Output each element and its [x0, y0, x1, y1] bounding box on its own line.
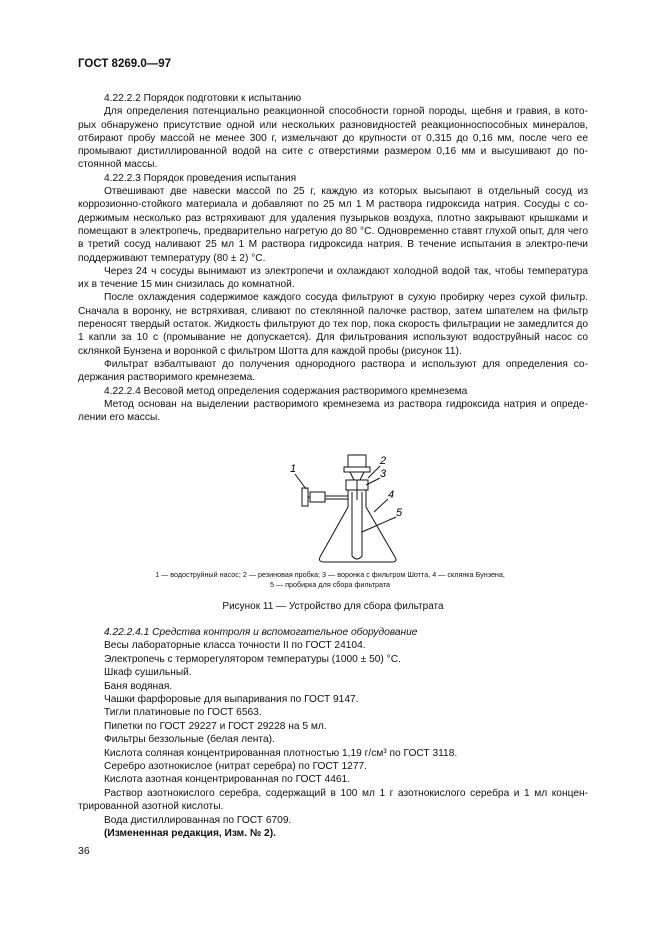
page-number: 36	[78, 845, 90, 857]
bunsen-flask	[320, 490, 397, 562]
body-text	[78, 92, 588, 424]
bunsen-flask-figure	[270, 452, 410, 582]
test-tube	[352, 492, 362, 559]
paragraph: Метод основан на выделении растворимого кремнезема из раствора гидроксида натрия и опреде-лении его массы.	[78, 398, 588, 424]
list-item: Фильтры беззольные (белая лента).	[104, 734, 275, 746]
list-item: Кислота соляная концентрированная плотностью 1,19 г/см³ по ГОСТ 3118.	[104, 747, 458, 759]
section-heading: 4.22.2.3 Порядок проведения испытания	[104, 172, 297, 184]
figure-title: Рисунок 11 — Устройство для сбора фильтрата	[222, 601, 444, 612]
list-item: Чашки фарфоровые для выпаривания по ГОСТ 9147.	[104, 694, 359, 706]
figure-caption-line-1: 1 — водоструйный насос; 2 — резиновая пробка; 3 — воронка с фильтром Шотта, 4 — склянка Бунзена,	[155, 570, 505, 579]
figure-label-3: 3	[380, 468, 387, 480]
list-item: Весы лабораторные класса точности II по ГОСТ 24104.	[104, 640, 366, 652]
figure-caption-line-2: 5 — пробирка для сбора фильтрата	[269, 580, 391, 589]
list-item: Баня водяная.	[104, 680, 173, 692]
equipment-list	[78, 626, 588, 841]
figure-caption	[95, 570, 565, 590]
amendment-note: (Измененная редакция, Изм. № 2).	[104, 828, 276, 840]
figure-label-4: 4	[388, 489, 395, 501]
paragraph: Для определения потенциально реакционной способности горной породы, щебня и гравия, в кото-рых обнаружено присутствие одной или нескольких разновидностей реакционноспособных минералов, отбирают пробу массой не менее 300 г, измельчают до крупности от 0,315 до 0,16 мм, после чего ее промывают дистиллированной водой на сите с отверстиями размером 0,16 мм и высушивают до по-стоянной массы.	[78, 106, 588, 171]
paragraph: Через 24 ч сосуды вынимают из электропечи и охлаждают холодной водой так, чтобы температура их в течение 15 мин снизилась до комнатной.	[78, 265, 588, 291]
paragraph: Фильтрат взбалтывают до получения однородного раствора и используют для определения со-держания растворимого кремнезема.	[78, 358, 588, 384]
list-item: Серебро азотнокислое (нитрат серебра) по ГОСТ 1277.	[104, 761, 367, 773]
list-item: Кислота азотная концентрированная по ГОСТ 4461.	[104, 774, 351, 786]
list-item: Шкаф сушильный.	[104, 667, 192, 679]
schott-funnel-top	[348, 455, 366, 467]
list-item: Электропечь с терморегулятором температуры (1000 ± 50) °С.	[104, 653, 401, 665]
list-item: Вода дистиллированная по ГОСТ 6709.	[104, 814, 292, 826]
list-item: Раствор азотнокислого серебра, содержащий в 100 мл 1 г азотнокислого серебра и 1 мл концен-трированной азотной кислоты.	[78, 787, 588, 813]
section-heading: 4.22.2.4 Весовой метод определения содержания растворимого кремнезема	[104, 385, 468, 397]
figure-label-5: 5	[396, 507, 403, 519]
equipment-items	[78, 639, 588, 827]
equipment-list-title: 4.22.2.4.1 Средства контроля и вспомогательное оборудование	[104, 627, 418, 638]
paragraph: После охлаждения содержимое каждого сосуда фильтруют в сухую пробирку через сухой фильтр. Сначала в воронку, не встряхивая, сливают по стеклянной палочке раствор, затем шпателем на фильтр переносят твердый остаток. Жидкость фильтруют до тех пор, пока скорость фильтрации не замедлится до 1 капли за 10 с (промывание не допускается). Для фильтрования используют водоструйный насос со склянкой Бунзена и воронкой с фильтром Шотта для каждой пробы (рисунок 11).	[78, 292, 588, 357]
figure-label-1: 1	[290, 463, 297, 475]
section-heading: 4.22.2.2 Порядок подготовки к испытанию	[104, 93, 302, 104]
list-item: Тигли платиновые по ГОСТ 6563.	[104, 707, 262, 719]
list-item: Пипетки по ГОСТ 29227 и ГОСТ 29228 на 5 мл.	[104, 720, 327, 732]
figure-label-2: 2	[380, 455, 387, 467]
paragraph: Отвешивают две навески массой по 25 г, каждую из которых высыпают в отдельный сосуд из коррозионно-стойкого материала и добавляют по 25 мл 1 М раствора гидроксида натрия. Сосуды с со-держимым несколько раз встряхивают для удаления пузырьков воздуха, плотно закрывают крышками и помещают в электропечь, предварительно нагретую до 80 °С. Одновременно ставят глухой опыт, для чего в третий сосуд наливают 25 мл 1 М раствора гидроксида натрия. В течение испытания в электро-печи поддерживают температуру (80 ± 2) °С.	[78, 186, 588, 264]
document-header: ГОСТ 8269.0—97	[78, 58, 172, 70]
water-jet-pump	[310, 492, 325, 502]
